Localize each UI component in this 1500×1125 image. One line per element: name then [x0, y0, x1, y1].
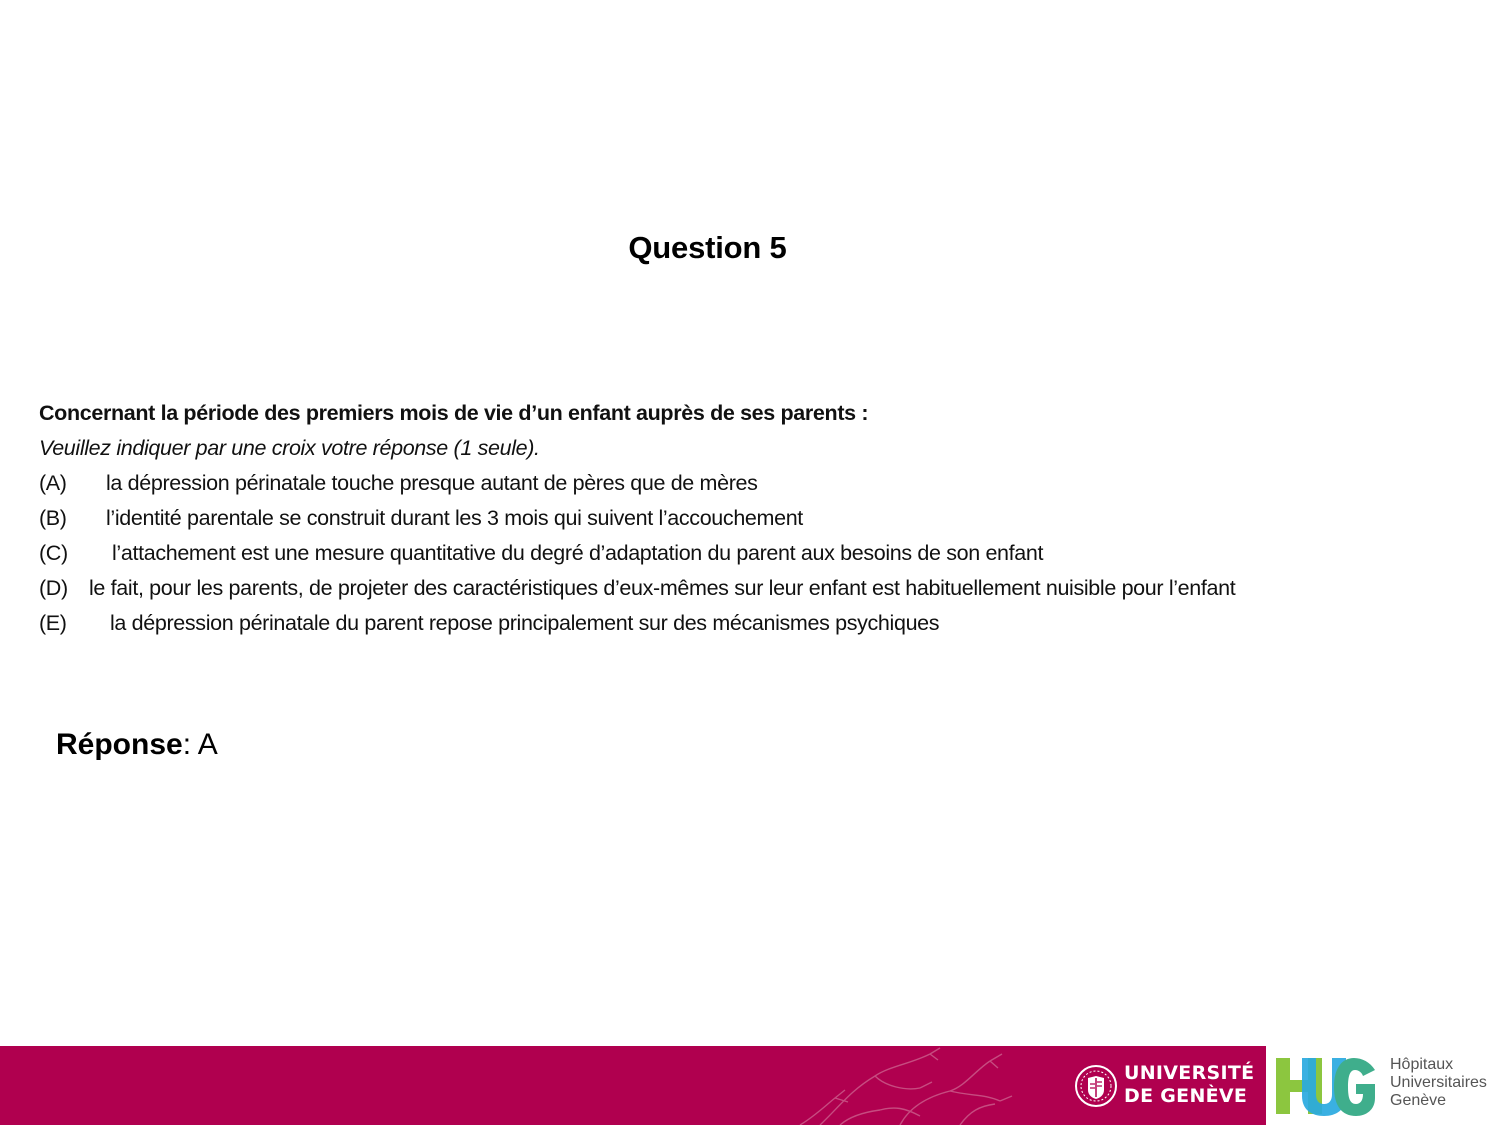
- university-name-line2: DE GENÈVE: [1124, 1085, 1248, 1107]
- option-letter: (D): [39, 576, 68, 600]
- hug-name-line2: Universitaires: [1390, 1074, 1487, 1091]
- tree-watermark-icon: [780, 1046, 1080, 1125]
- option-c: [39, 536, 1479, 571]
- answer-value: A: [197, 728, 218, 761]
- option-text: l’attachement est une mesure quantitative du degré d’adaptation du parent aux besoins de son enfant: [112, 541, 1044, 565]
- hug-name-line1: Hôpitaux: [1390, 1056, 1454, 1073]
- university-name-line1: UNIVERSITÉ: [1124, 1062, 1255, 1084]
- hug-logo-area: [1266, 1046, 1500, 1125]
- question-instruction: Veuillez indiquer par une croix votre réponse (1 seule).: [39, 436, 540, 460]
- question-heading: Concernant la période des premiers mois de vie d’un enfant auprès de ses parents :: [39, 401, 869, 425]
- slide-title: Question 5: [628, 230, 787, 265]
- option-b: [39, 501, 1479, 536]
- university-seal-icon: [1074, 1064, 1118, 1108]
- option-letter: (B): [39, 506, 67, 530]
- hug-name-line3: Genève: [1390, 1092, 1447, 1109]
- option-text: la dépression périnatale touche presque autant de pères que de mères: [106, 471, 758, 495]
- option-text: la dépression périnatale du parent repose principalement sur des mécanismes psychiques: [110, 611, 940, 635]
- option-letter: (A): [39, 471, 67, 495]
- answer: [56, 728, 218, 762]
- option-e: [39, 606, 1479, 641]
- hug-name: [1390, 1056, 1487, 1110]
- question-block: [39, 396, 1479, 641]
- answer-separator: :: [182, 728, 198, 761]
- option-letter: (C): [39, 541, 68, 565]
- hug-logo-icon: [1276, 1054, 1376, 1116]
- option-a: [39, 466, 1479, 501]
- option-letter: (E): [39, 611, 67, 635]
- university-name: [1124, 1062, 1254, 1108]
- option-text: l’identité parentale se construit durant les 3 mois qui suivent l’accouchement: [106, 506, 803, 530]
- option-text: le fait, pour les parents, de projeter des caractéristiques d’eux-mêmes sur leur enfant est habituellement nuisible pour l’enfant: [89, 576, 1236, 600]
- answer-label: Réponse: [56, 728, 183, 761]
- option-d: [39, 571, 1479, 606]
